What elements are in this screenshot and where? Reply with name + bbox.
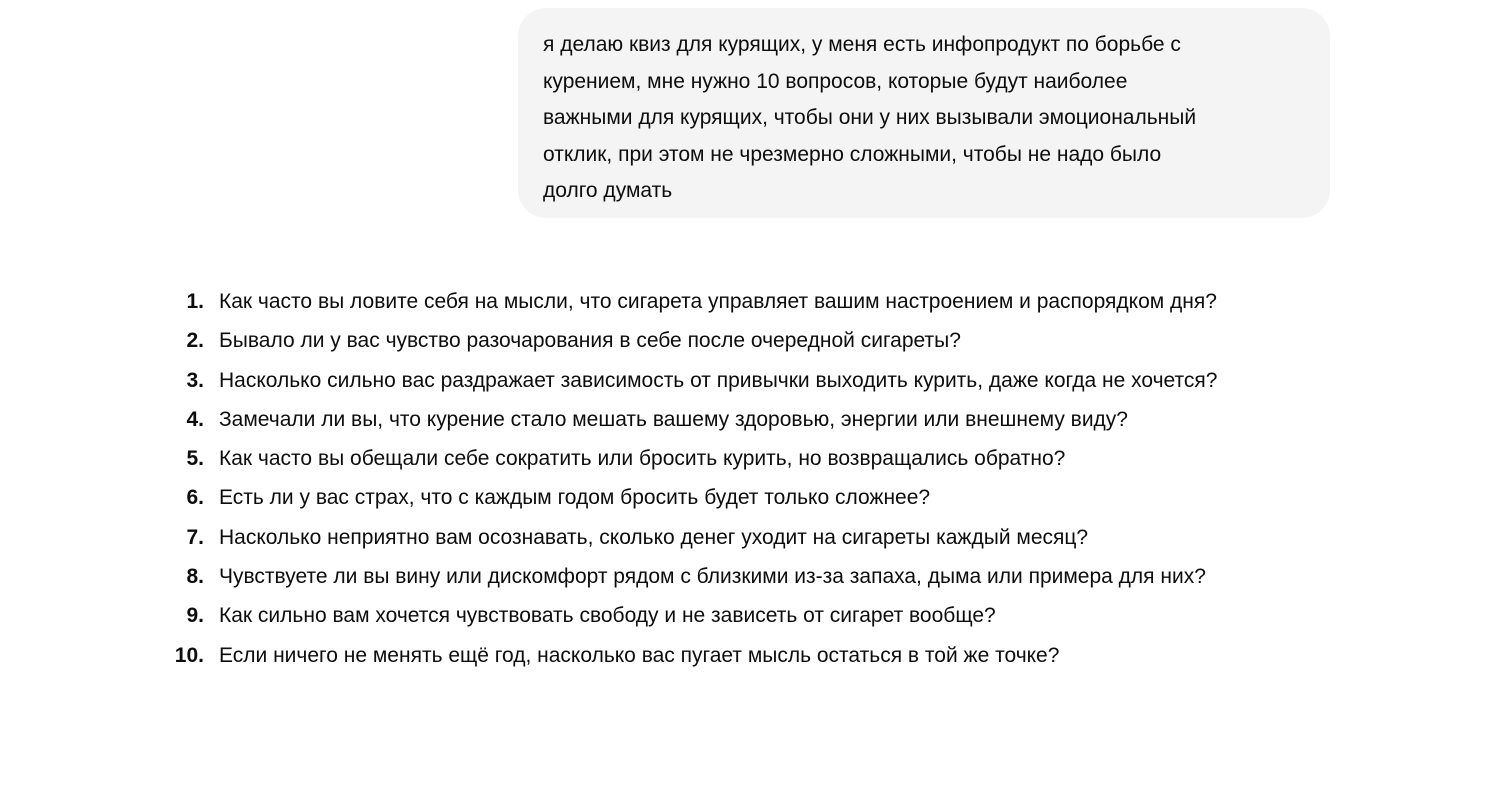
list-item — [160, 400, 1310, 439]
item-number: 4. — [186, 407, 204, 431]
item-number: 6. — [186, 486, 204, 510]
user-message-line: отклик, при этом не чрезмерно сложными, чтобы не надо было — [543, 142, 1162, 166]
item-text: Чувствуете ли вы вину или дискомфорт рядом с близкими из-за запаха, дыма или примера для них? — [219, 565, 1206, 589]
item-text: Замечали ли вы, что курение стало мешать вашему здоровью, энергии или внешнему виду? — [219, 407, 1128, 431]
user-message-line: я делаю квиз для курящих, у меня есть инфопродукт по борьбе с — [543, 33, 1181, 56]
user-message-line: долго думать — [543, 179, 673, 202]
list-item — [160, 636, 1310, 675]
item-text: Как сильно вам хочется чувствовать свободу и не зависеть от сигарет вообще? — [219, 604, 996, 628]
item-text: Бывало ли у вас чувство разочарования в себе после очередной сигареты? — [219, 329, 961, 353]
item-text: Насколько неприятно вам осознавать, сколько денег уходит на сигареты каждый месяц? — [219, 525, 1089, 549]
list-item — [160, 439, 1310, 478]
item-text: Насколько сильно вас раздражает зависимость от привычки выходить курить, даже когда не хочется? — [219, 368, 1218, 392]
item-text: Если ничего не менять ещё год, насколько вас пугает мысль остаться в той же точке? — [219, 643, 1060, 667]
list-item — [160, 596, 1310, 635]
list-item — [160, 321, 1310, 360]
item-number: 3. — [186, 368, 204, 392]
item-number: 1. — [186, 290, 204, 313]
question-list — [160, 282, 1310, 675]
item-text: Есть ли у вас страх, что с каждым годом бросить будет только сложнее? — [219, 486, 931, 510]
item-number: 5. — [186, 447, 204, 471]
user-message-line: важными для курящих, чтобы они у них вызывали эмоциональный — [543, 106, 1197, 129]
user-message-line: курением, мне нужно 10 вопросов, которые будут наиболее — [543, 69, 1128, 93]
list-item — [160, 282, 1310, 321]
item-number: 10. — [174, 643, 204, 667]
list-item — [160, 557, 1310, 596]
item-number: 9. — [186, 604, 204, 628]
item-number: 7. — [186, 525, 204, 549]
item-number: 2. — [186, 329, 204, 353]
list-item — [160, 518, 1310, 557]
item-text: Как часто вы обещали себе сократить или бросить курить, но возвращались обратно? — [219, 447, 1066, 471]
assistant-message — [160, 282, 1310, 675]
list-item — [160, 361, 1310, 400]
list-item — [160, 478, 1310, 517]
user-message-bubble — [518, 8, 1330, 218]
item-text: Как часто вы ловите себя на мысли, что сигарета управляет вашим настроением и распорядком дня? — [219, 290, 1217, 313]
item-number: 8. — [186, 565, 204, 589]
